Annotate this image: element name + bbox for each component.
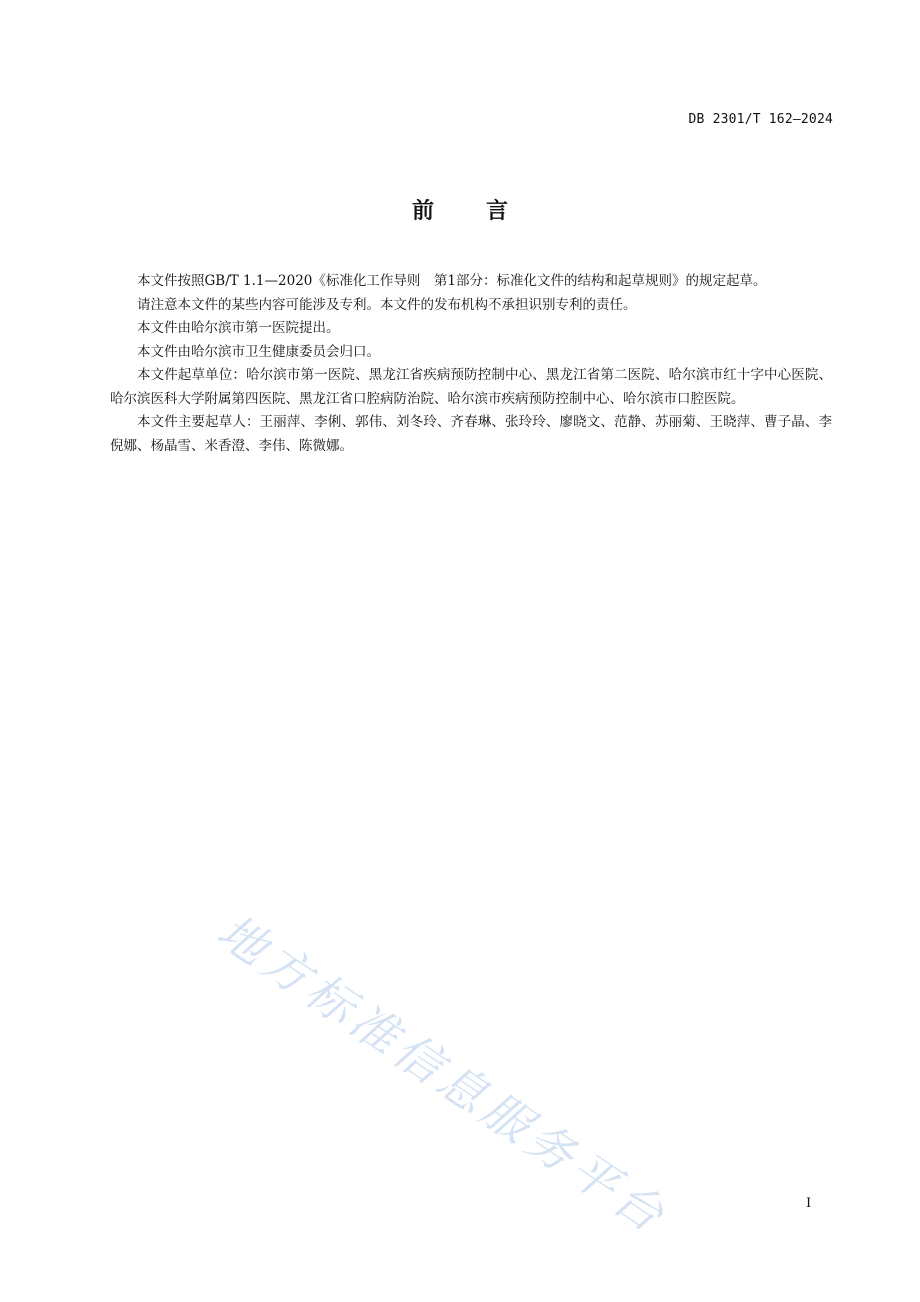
paragraph-administrator: 本文件由哈尔滨市卫生健康委员会归口。 bbox=[137, 343, 380, 360]
page-title bbox=[0, 194, 920, 225]
paragraph-drafting-units: 本文件起草单位：哈尔滨市第一医院、黑龙江省疾病预防控制中心、黑龙江省第二医院、哈尔滨市红十字中心医院、哈尔滨医科大学附属第四医院、黑龙江省口腔病防治院、哈尔滨市疾病预防控制中心、哈尔滨市口腔医院。 bbox=[110, 367, 832, 407]
paragraph-proposer: 本文件由哈尔滨市第一医院提出。 bbox=[137, 320, 340, 336]
paragraph-drafting-rules: 本文件按照GB/T 1.1—2020《标准化工作导则 第1部分：标准化文件的结构和起草规则》的规定起草。 bbox=[137, 273, 767, 289]
page-number: I bbox=[806, 1196, 812, 1211]
title-char-2: 言 bbox=[486, 199, 509, 224]
paragraph-patent-notice: 请注意本文件的某些内容可能涉及专利。本文件的发布机构不承担识别专利的责任。 bbox=[137, 296, 637, 313]
foreword-body bbox=[110, 270, 832, 458]
paragraph-drafters: 本文件主要起草人：王丽萍、李俐、郭伟、刘冬玲、齐春琳、张玲玲、廖晓文、范静、苏丽菊、王晓萍、曹子晶、李倪娜、杨晶雪、米香澄、李伟、陈微娜。 bbox=[110, 414, 832, 454]
document-number: DB 2301/T 162—2024 bbox=[688, 112, 833, 127]
title-char-1: 前 bbox=[411, 199, 434, 224]
watermark: 地方标准信息服务平台 bbox=[207, 904, 678, 1246]
